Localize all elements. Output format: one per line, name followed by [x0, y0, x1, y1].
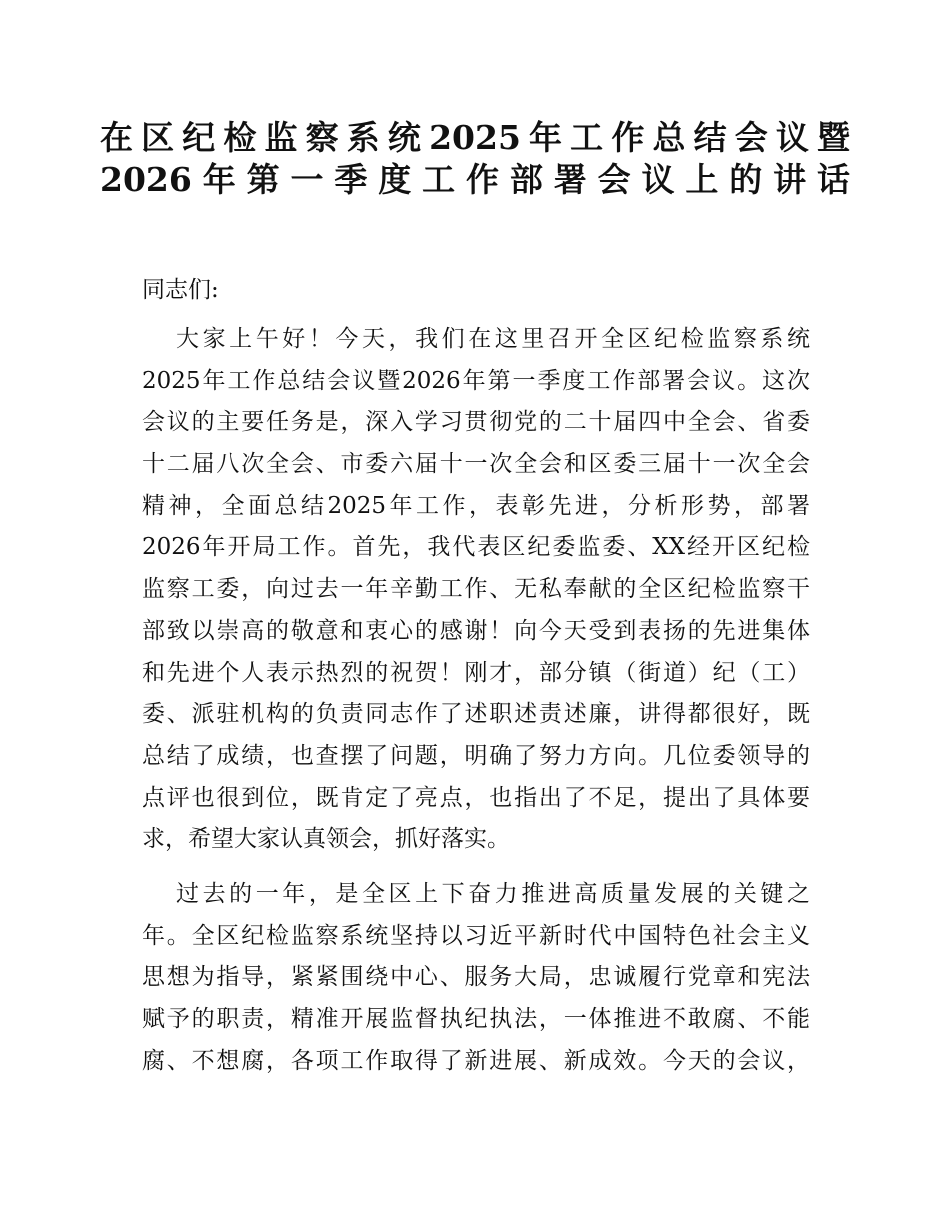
paragraph-line: 委、派驻机构的负责同志作了述职述责述廉，讲得都很好，既 [142, 701, 810, 728]
paragraph-line: 总结了成绩，也查摆了问题，明确了努力方向。几位委领导的 [142, 742, 810, 769]
salutation: 同志们: [142, 277, 219, 303]
paragraph-line: 求，希望大家认真领会，抓好落实。 [142, 826, 510, 853]
document-title [100, 112, 850, 195]
paragraph-line: 部致以崇高的敬意和衷心的感谢！向今天受到表扬的先进集体 [142, 617, 810, 644]
paragraph-line: 会议的主要任务是，深入学习贯彻党的二十届四中全会、省委 [142, 409, 810, 436]
paragraph-line: 赋予的职责，精准开展监督执纪执法，一体推进不敢腐、不能 [142, 1006, 810, 1033]
title-line-1: 在区纪检监察系统2025年工作总结会议暨 [100, 118, 850, 154]
paragraph-1 [142, 319, 810, 861]
paragraph-line: 思想为指导，紧紧围绕中心、服务大局，忠诚履行党章和宪法 [142, 964, 810, 991]
paragraph-line: 点评也很到位，既肯定了亮点，也指出了不足，提出了具体要 [142, 784, 810, 811]
paragraph-2 [142, 874, 810, 1082]
paragraph-line: 监察工委，向过去一年辛勤工作、无私奉献的全区纪检监察干 [142, 576, 810, 603]
paragraph-line: 和先进个人表示热烈的祝贺！刚才，部分镇（街道）纪（工） [142, 659, 810, 686]
paragraph-line: 2025年工作总结会议暨2026年第一季度工作部署会议。这次 [142, 367, 810, 394]
paragraph-line: 2026年开局工作。首先，我代表区纪委监委、XX经开区纪检 [142, 534, 810, 561]
paragraph-line: 十二届八次全会、市委六届十一次全会和区委三届十一次全会 [142, 451, 810, 478]
paragraph-line: 精神，全面总结2025年工作，表彰先进，分析形势，部署 [142, 492, 810, 519]
paragraph-line: 大家上午好！今天，我们在这里召开全区纪检监察系统 [176, 326, 810, 352]
paragraph-line: 过去的一年，是全区上下奋力推进高质量发展的关键之 [176, 881, 810, 907]
paragraph-line: 腐、不想腐，各项工作取得了新进展、新成效。今天的会议， [142, 1047, 810, 1074]
paragraph-line: 年。全区纪检监察系统坚持以习近平新时代中国特色社会主义 [142, 922, 810, 949]
title-line-2: 2026年第一季度工作部署会议上的讲话 [100, 159, 850, 196]
